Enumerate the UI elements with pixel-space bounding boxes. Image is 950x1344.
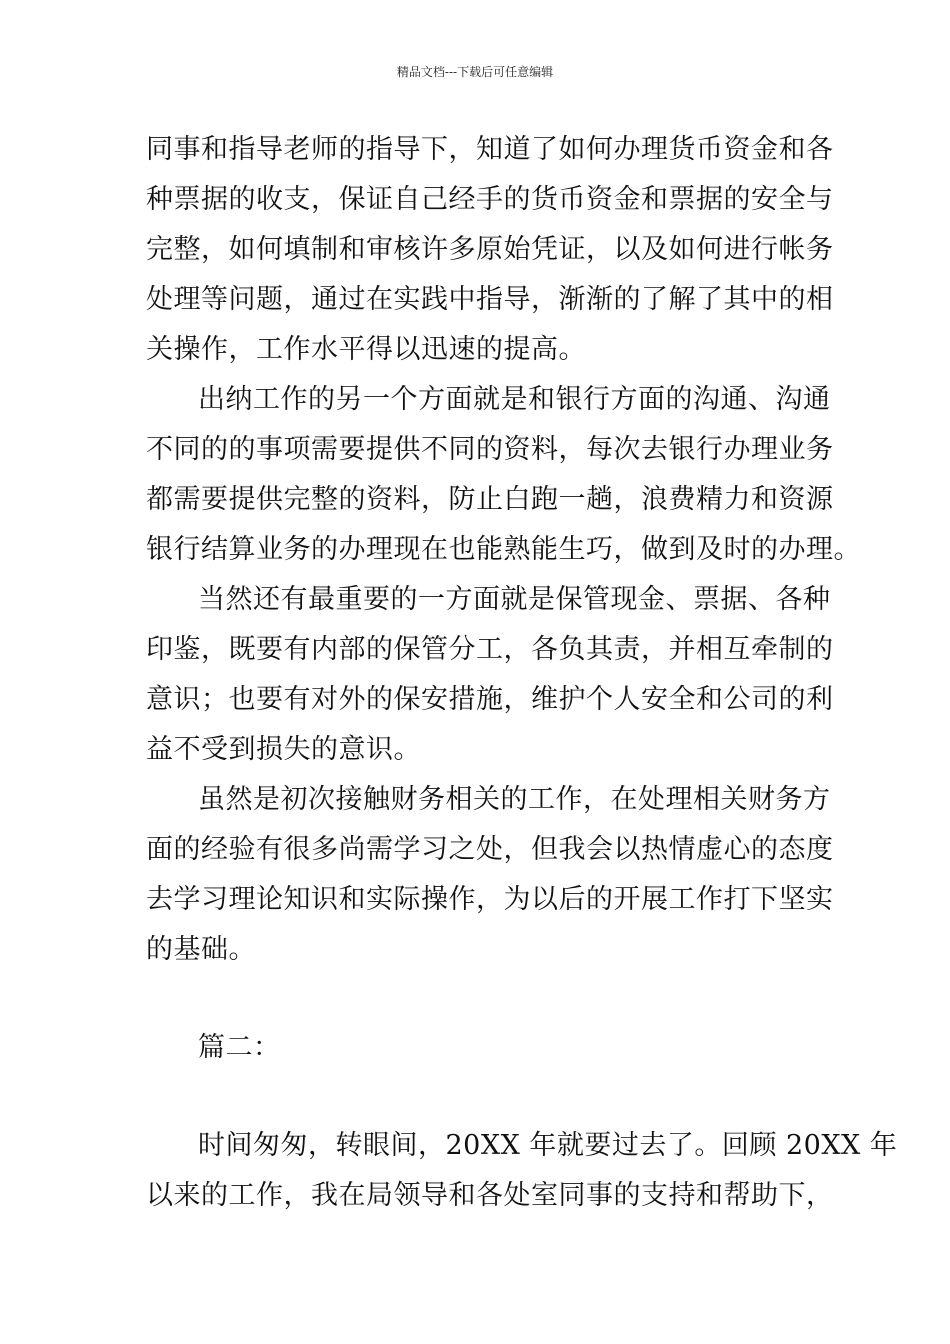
text-line: 不同的的事项需要提供不同的资料，每次去银行办理业务: [146, 434, 834, 465]
text-line: 银行结算业务的办理现在也能熟能生巧，做到及时的办理。: [146, 534, 861, 565]
text-line: 当然还有最重要的一方面就是保管现金、票据、各种: [198, 584, 831, 615]
text-line: 去学习理论知识和实际操作，为以后的开展工作打下坚实: [146, 884, 834, 915]
text-line: 出纳工作的另一个方面就是和银行方面的沟通、沟通: [198, 384, 831, 415]
text-line: 同事和指导老师的指导下，知道了如何办理货币资金和各: [146, 134, 834, 165]
text-line: 的基础。: [146, 934, 256, 965]
text-line: 都需要提供完整的资料，防止白跑一趟，浪费精力和资源: [146, 484, 834, 515]
text-line: 关操作，工作水平得以迅速的提高。: [146, 334, 586, 365]
text-line: 虽然是初次接触财务相关的工作，在处理相关财务方: [198, 784, 831, 815]
text-line: 意识；也要有对外的保安措施，维护个人安全和公司的利: [146, 684, 834, 715]
text-line: 完整，如何填制和审核许多原始凭证，以及如何进行帐务: [146, 234, 834, 265]
section-heading: 篇二：: [198, 1032, 281, 1063]
text-line: 印鉴，既要有内部的保管分工，各负其责，并相互牵制的: [146, 634, 834, 665]
text-line: 种票据的收支，保证自己经手的货币资金和票据的安全与: [146, 184, 834, 215]
text-line: 处理等问题，通过在实践中指导，渐渐的了解了其中的相: [146, 284, 834, 315]
text-line: 益不受到损失的意识。: [146, 734, 421, 765]
text-line: 以来的工作，我在局领导和各处室同事的支持和帮助下，: [146, 1180, 834, 1211]
text-line: 时间匆匆，转眼间，20XX 年就要过去了。回顾 20XX 年: [198, 1130, 898, 1161]
page-header: 精品文档---下载后可任意编辑: [396, 65, 554, 79]
text-line: 面的经验有很多尚需学习之处，但我会以热情虚心的态度: [146, 834, 834, 865]
